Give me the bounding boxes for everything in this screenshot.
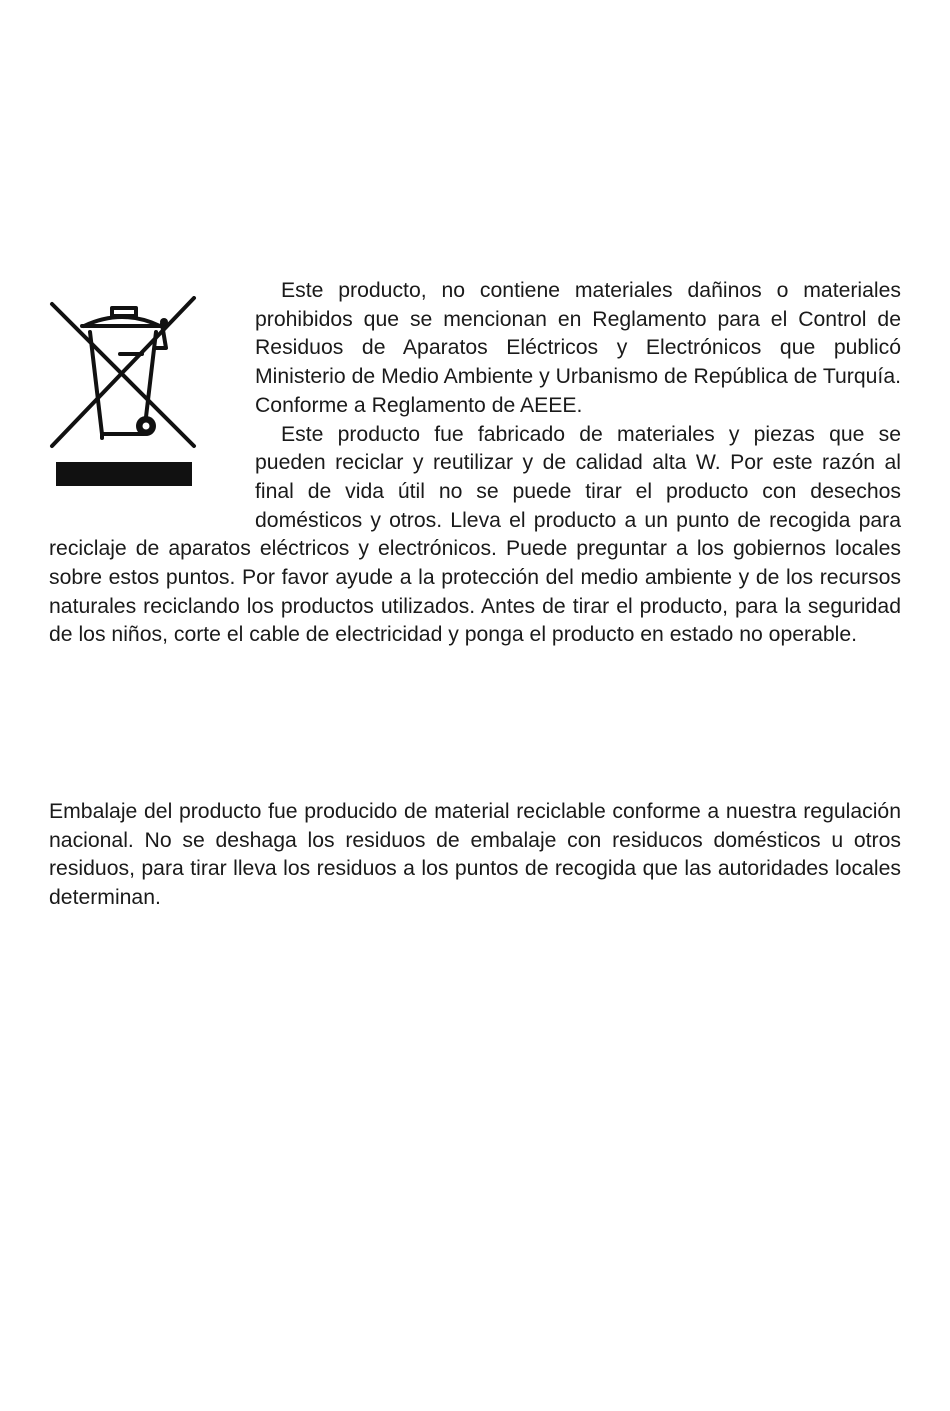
packaging-notice [49,798,901,913]
weee-paragraph-2: Este producto fue fabricado de materiales y piezas que se pueden reciclar y reutilizar y de calidad alta W. Por este razón al final de vida útil no se puede tirar el producto con desechos domésticos y otros. Lleva el producto a un punto de recogida para reciclaje de aparatos eléctricos y electrónicos. Puede preguntar a los gobiernos locales sobre estos puntos. Por favor ayude a la protección del medio ambiente y de los recursos naturales reciclando los productos utilizados. Antes de tirar el producto, para la seguridad de los niños, corte el cable de electricidad y ponga el producto en estado no operable. [49,422,901,647]
symbol-spacer [49,277,255,507]
weee-notice [49,277,901,650]
packaging-paragraph: Embalaje del producto fue producido de material reciclable conforme a nuestra regulación nacional. No se deshaga los residuos de embalaje con residucos domésticos u otros residuos, para tirar lleva los residuos a los puntos de recogida que las autoridades locales determinan. [49,800,901,910]
weee-paragraph-1: Este producto, no contiene materiales dañinos o materiales prohibidos que se mencionan en Reglamento para el Control de Residuos de Aparatos Eléctricos y Electrónicos que publicó Ministerio de Medio Ambiente y Urbanismo de República de Turquía. Conforme a Reglamento de AEEE. [255,279,901,417]
